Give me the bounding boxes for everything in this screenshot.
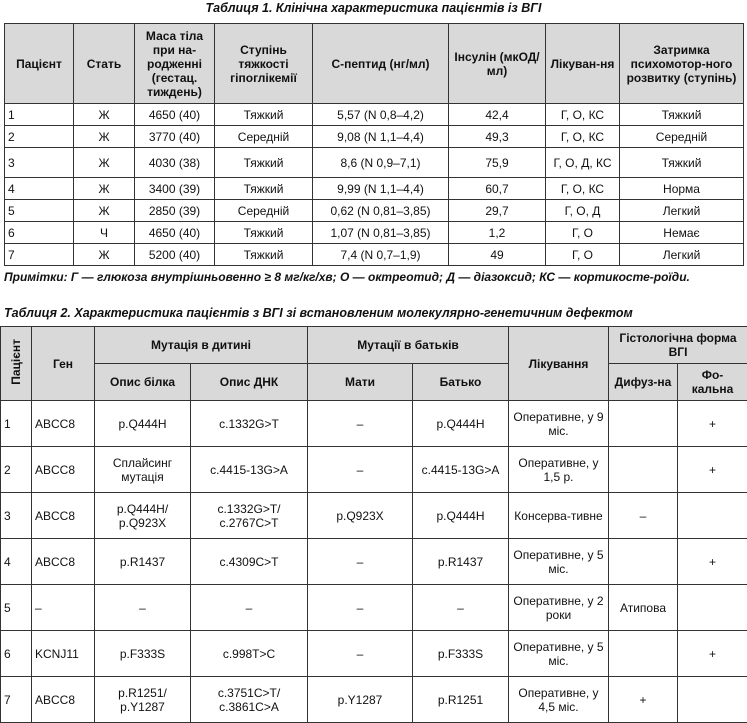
table1-cell-delay: Норма	[620, 178, 744, 200]
table-row	[1, 631, 747, 677]
table1-cell-patient: 1	[5, 104, 74, 126]
table1-cell-insulin: 42,4	[449, 104, 546, 126]
table1-cell-patient: 5	[5, 200, 74, 222]
table1-cell-severity: Тяжкий	[215, 178, 313, 200]
table-row	[5, 126, 744, 148]
table2-header-parents-mutation: Мутації в батьків	[308, 327, 509, 364]
table2-cell-father: –	[413, 585, 509, 631]
table2-cell-treatment: Оперативне, у 5 міс.	[509, 631, 609, 677]
table2-header-focal: Фо-кальна	[678, 364, 747, 401]
table2-cell-patient: 1	[1, 401, 32, 447]
table1-cell-delay: Немає	[620, 222, 744, 244]
table2-cell-focal: +	[678, 401, 747, 447]
table2-cell-gene: ABCC8	[32, 677, 95, 723]
table2-cell-treatment: Оперативне, у 9 міс.	[509, 401, 609, 447]
table2-cell-gene: –	[32, 585, 95, 631]
table1-cell-severity: Тяжкий	[215, 244, 313, 266]
table1-cell-sex: Ч	[74, 222, 135, 244]
table-row	[1, 493, 747, 539]
table1-cell-treatment: Г, О, КС	[546, 104, 620, 126]
table1-cell-sex: Ж	[74, 200, 135, 222]
table1-caption: Таблиця 1. Клінічна характеристика пацієнтів із ВГІ	[0, 0, 747, 23]
table2-cell-gene: ABCC8	[32, 539, 95, 585]
table1-cell-birth-weight: 3400 (39)	[135, 178, 215, 200]
table1-cell-patient: 3	[5, 148, 74, 178]
table2-cell-gene: ABCC8	[32, 493, 95, 539]
table1-cell-delay: Середній	[620, 126, 744, 148]
table1-cell-birth-weight: 5200 (40)	[135, 244, 215, 266]
table2-cell-father: p.R1437	[413, 539, 509, 585]
table1-header-treatment: Лікуван-ня	[546, 24, 620, 104]
table2-cell-diffuse: Атипова	[609, 585, 678, 631]
table2-header-row-1	[1, 327, 747, 364]
table2-cell-patient: 6	[1, 631, 32, 677]
table1-clinical	[4, 23, 744, 266]
table-row	[5, 178, 744, 200]
table1-header-row	[5, 24, 744, 104]
table2-cell-protein: p.Q444H/ p.Q923X	[95, 493, 191, 539]
table2-caption: Таблиця 2. Характеристика пацієнтів з ВГІ зі встановленим молекулярно-генетичним дефектом	[0, 306, 747, 326]
table1-cell-delay: Легкий	[620, 244, 744, 266]
table2-header-row-2	[1, 364, 747, 401]
table1-header-sex: Стать	[74, 24, 135, 104]
table1-cell-severity: Середній	[215, 200, 313, 222]
table2-cell-focal	[678, 493, 747, 539]
table1-cell-treatment: Г, О, Д, КС	[546, 148, 620, 178]
table1-cell-insulin: 29,7	[449, 200, 546, 222]
table1-cell-delay: Легкий	[620, 200, 744, 222]
table1-cell-insulin: 49,3	[449, 126, 546, 148]
table2-cell-focal: +	[678, 539, 747, 585]
table2-header-mother: Мати	[308, 364, 413, 401]
table2-header-histology: Гістологічна форма ВГІ	[609, 327, 747, 364]
table2-cell-protein: –	[95, 585, 191, 631]
table2-cell-diffuse: –	[609, 493, 678, 539]
table2-cell-focal: +	[678, 447, 747, 493]
table2-cell-father: c.4415-13G>A	[413, 447, 509, 493]
table2-header-father: Батько	[413, 364, 509, 401]
table-row	[5, 104, 744, 126]
table2-header-protein: Опис білка	[95, 364, 191, 401]
table2-cell-gene: KCNJ11	[32, 631, 95, 677]
table1-cell-treatment: Г, О, Д	[546, 200, 620, 222]
table1-cell-sex: Ж	[74, 126, 135, 148]
table2-cell-dna: c.1332G>T	[191, 401, 308, 447]
table2-cell-diffuse: +	[609, 677, 678, 723]
table1-cell-birth-weight: 4650 (40)	[135, 104, 215, 126]
table1-header-severity: Ступінь тяжкості гіпоглікемії	[215, 24, 313, 104]
table2-cell-protein: p.R1437	[95, 539, 191, 585]
table2-cell-treatment: Консерва-тивне	[509, 493, 609, 539]
table1-cell-insulin: 1,2	[449, 222, 546, 244]
table1-cell-severity: Середній	[215, 126, 313, 148]
table1-cell-c-peptide: 0,62 (N 0,81–3,85)	[313, 200, 449, 222]
table2-header-patient-label: Пацієнт	[9, 339, 23, 385]
table1-notes: Примітки: Г — глюкоза внутрішньовенно ≥ 8 мг/кг/хв; О — октреотид; Д — діазоксид; КС — кортикосте-роїди.	[0, 266, 747, 306]
table2-cell-dna: c.1332G>T/ c.2767C>T	[191, 493, 308, 539]
table2-cell-mother: –	[308, 539, 413, 585]
table1-cell-c-peptide: 9,08 (N 1,1–4,4)	[313, 126, 449, 148]
table1-cell-delay: Тяжкий	[620, 148, 744, 178]
table2-cell-protein: Сплайсинг мутація	[95, 447, 191, 493]
table-row	[5, 200, 744, 222]
table2-header-gene: Ген	[32, 327, 95, 401]
table1-cell-severity: Тяжкий	[215, 222, 313, 244]
table2-cell-patient: 4	[1, 539, 32, 585]
table1-header-insulin: Інсулін (мкОД/мл)	[449, 24, 546, 104]
table2-cell-mother: p.Y1287	[308, 677, 413, 723]
table1-cell-patient: 6	[5, 222, 74, 244]
table1-cell-treatment: Г, О, КС	[546, 126, 620, 148]
table2-cell-patient: 2	[1, 447, 32, 493]
table2-header-dna: Опис ДНК	[191, 364, 308, 401]
table1-cell-insulin: 49	[449, 244, 546, 266]
table2-cell-dna: c.3751C>T/ c.3861C>A	[191, 677, 308, 723]
table1-cell-c-peptide: 7,4 (N 0,7–1,9)	[313, 244, 449, 266]
table2-cell-treatment: Оперативне, у 5 міс.	[509, 539, 609, 585]
table1-cell-treatment: Г, О	[546, 222, 620, 244]
table2-cell-mother: p.Q923X	[308, 493, 413, 539]
table1-cell-severity: Тяжкий	[215, 148, 313, 178]
table2-cell-treatment: Оперативне, у 2 роки	[509, 585, 609, 631]
table1-cell-birth-weight: 3770 (40)	[135, 126, 215, 148]
table2-genetic	[0, 326, 747, 723]
table1-header-birth-weight: Маса тіла при на-родженні (гестац. тиждень)	[135, 24, 215, 104]
table1-header-delay: Затримка психомотор-ного розвитку (ступінь)	[620, 24, 744, 104]
table2-cell-father: p.Q444H	[413, 493, 509, 539]
table1-cell-treatment: Г, О, КС	[546, 178, 620, 200]
table2-cell-mother: –	[308, 447, 413, 493]
table1-cell-c-peptide: 1,07 (N 0,81–3,85)	[313, 222, 449, 244]
table2-cell-diffuse	[609, 539, 678, 585]
table2-cell-treatment: Оперативне, у 1,5 р.	[509, 447, 609, 493]
table1-cell-birth-weight: 4030 (38)	[135, 148, 215, 178]
table1-cell-c-peptide: 9,99 (N 1,1–4,4)	[313, 178, 449, 200]
table2-cell-protein: p.R1251/ p.Y1287	[95, 677, 191, 723]
table1-cell-c-peptide: 5,57 (N 0,8–4,2)	[313, 104, 449, 126]
table2-cell-focal: +	[678, 631, 747, 677]
table2-cell-mother: –	[308, 631, 413, 677]
table1-cell-c-peptide: 8,6 (N 0,9–7,1)	[313, 148, 449, 178]
table1-cell-sex: Ж	[74, 244, 135, 266]
table2-cell-father: p.Q444H	[413, 401, 509, 447]
table1-header-patient: Пацієнт	[5, 24, 74, 104]
table-row	[1, 401, 747, 447]
table2-cell-diffuse	[609, 447, 678, 493]
table1-cell-birth-weight: 2850 (39)	[135, 200, 215, 222]
table2-header-diffuse: Дифуз-на	[609, 364, 678, 401]
table1-cell-sex: Ж	[74, 104, 135, 126]
table2-header-patient	[1, 327, 32, 401]
table2-cell-mother: –	[308, 585, 413, 631]
table-row	[5, 148, 744, 178]
table2-cell-dna: c.4309C>T	[191, 539, 308, 585]
table2-cell-patient: 3	[1, 493, 32, 539]
table-row	[5, 244, 744, 266]
table1-cell-patient: 7	[5, 244, 74, 266]
table1-cell-sex: Ж	[74, 148, 135, 178]
table2-cell-treatment: Оперативне, у 4,5 міс.	[509, 677, 609, 723]
table1-cell-insulin: 75,9	[449, 148, 546, 178]
table2-cell-patient: 7	[1, 677, 32, 723]
table2-header-child-mutation: Мутація в дитині	[95, 327, 308, 364]
table2-cell-protein: p.F333S	[95, 631, 191, 677]
table-row	[1, 447, 747, 493]
table2-cell-dna: c.4415-13G>A	[191, 447, 308, 493]
table1-cell-sex: Ж	[74, 178, 135, 200]
table1-cell-birth-weight: 4650 (40)	[135, 222, 215, 244]
table-row	[5, 222, 744, 244]
table1-header-c-peptide: С-пептид (нг/мл)	[313, 24, 449, 104]
table1-cell-delay: Тяжкий	[620, 104, 744, 126]
table2-cell-father: p.R1251	[413, 677, 509, 723]
table2-cell-father: p.F333S	[413, 631, 509, 677]
table-row	[1, 585, 747, 631]
table1-cell-patient: 2	[5, 126, 74, 148]
table-row	[1, 539, 747, 585]
table2-cell-dna: c.998T>C	[191, 631, 308, 677]
table2-cell-dna: –	[191, 585, 308, 631]
table1-cell-patient: 4	[5, 178, 74, 200]
table2-cell-focal	[678, 585, 747, 631]
table2-cell-gene: ABCC8	[32, 447, 95, 493]
table1-cell-treatment: Г, О	[546, 244, 620, 266]
table2-header-treatment: Лікування	[509, 327, 609, 401]
table2-cell-diffuse	[609, 401, 678, 447]
table2-cell-diffuse	[609, 631, 678, 677]
table1-cell-insulin: 60,7	[449, 178, 546, 200]
table1-cell-severity: Тяжкий	[215, 104, 313, 126]
table2-cell-patient: 5	[1, 585, 32, 631]
table2-cell-gene: ABCC8	[32, 401, 95, 447]
table2-cell-protein: p.Q444H	[95, 401, 191, 447]
table2-cell-mother: –	[308, 401, 413, 447]
